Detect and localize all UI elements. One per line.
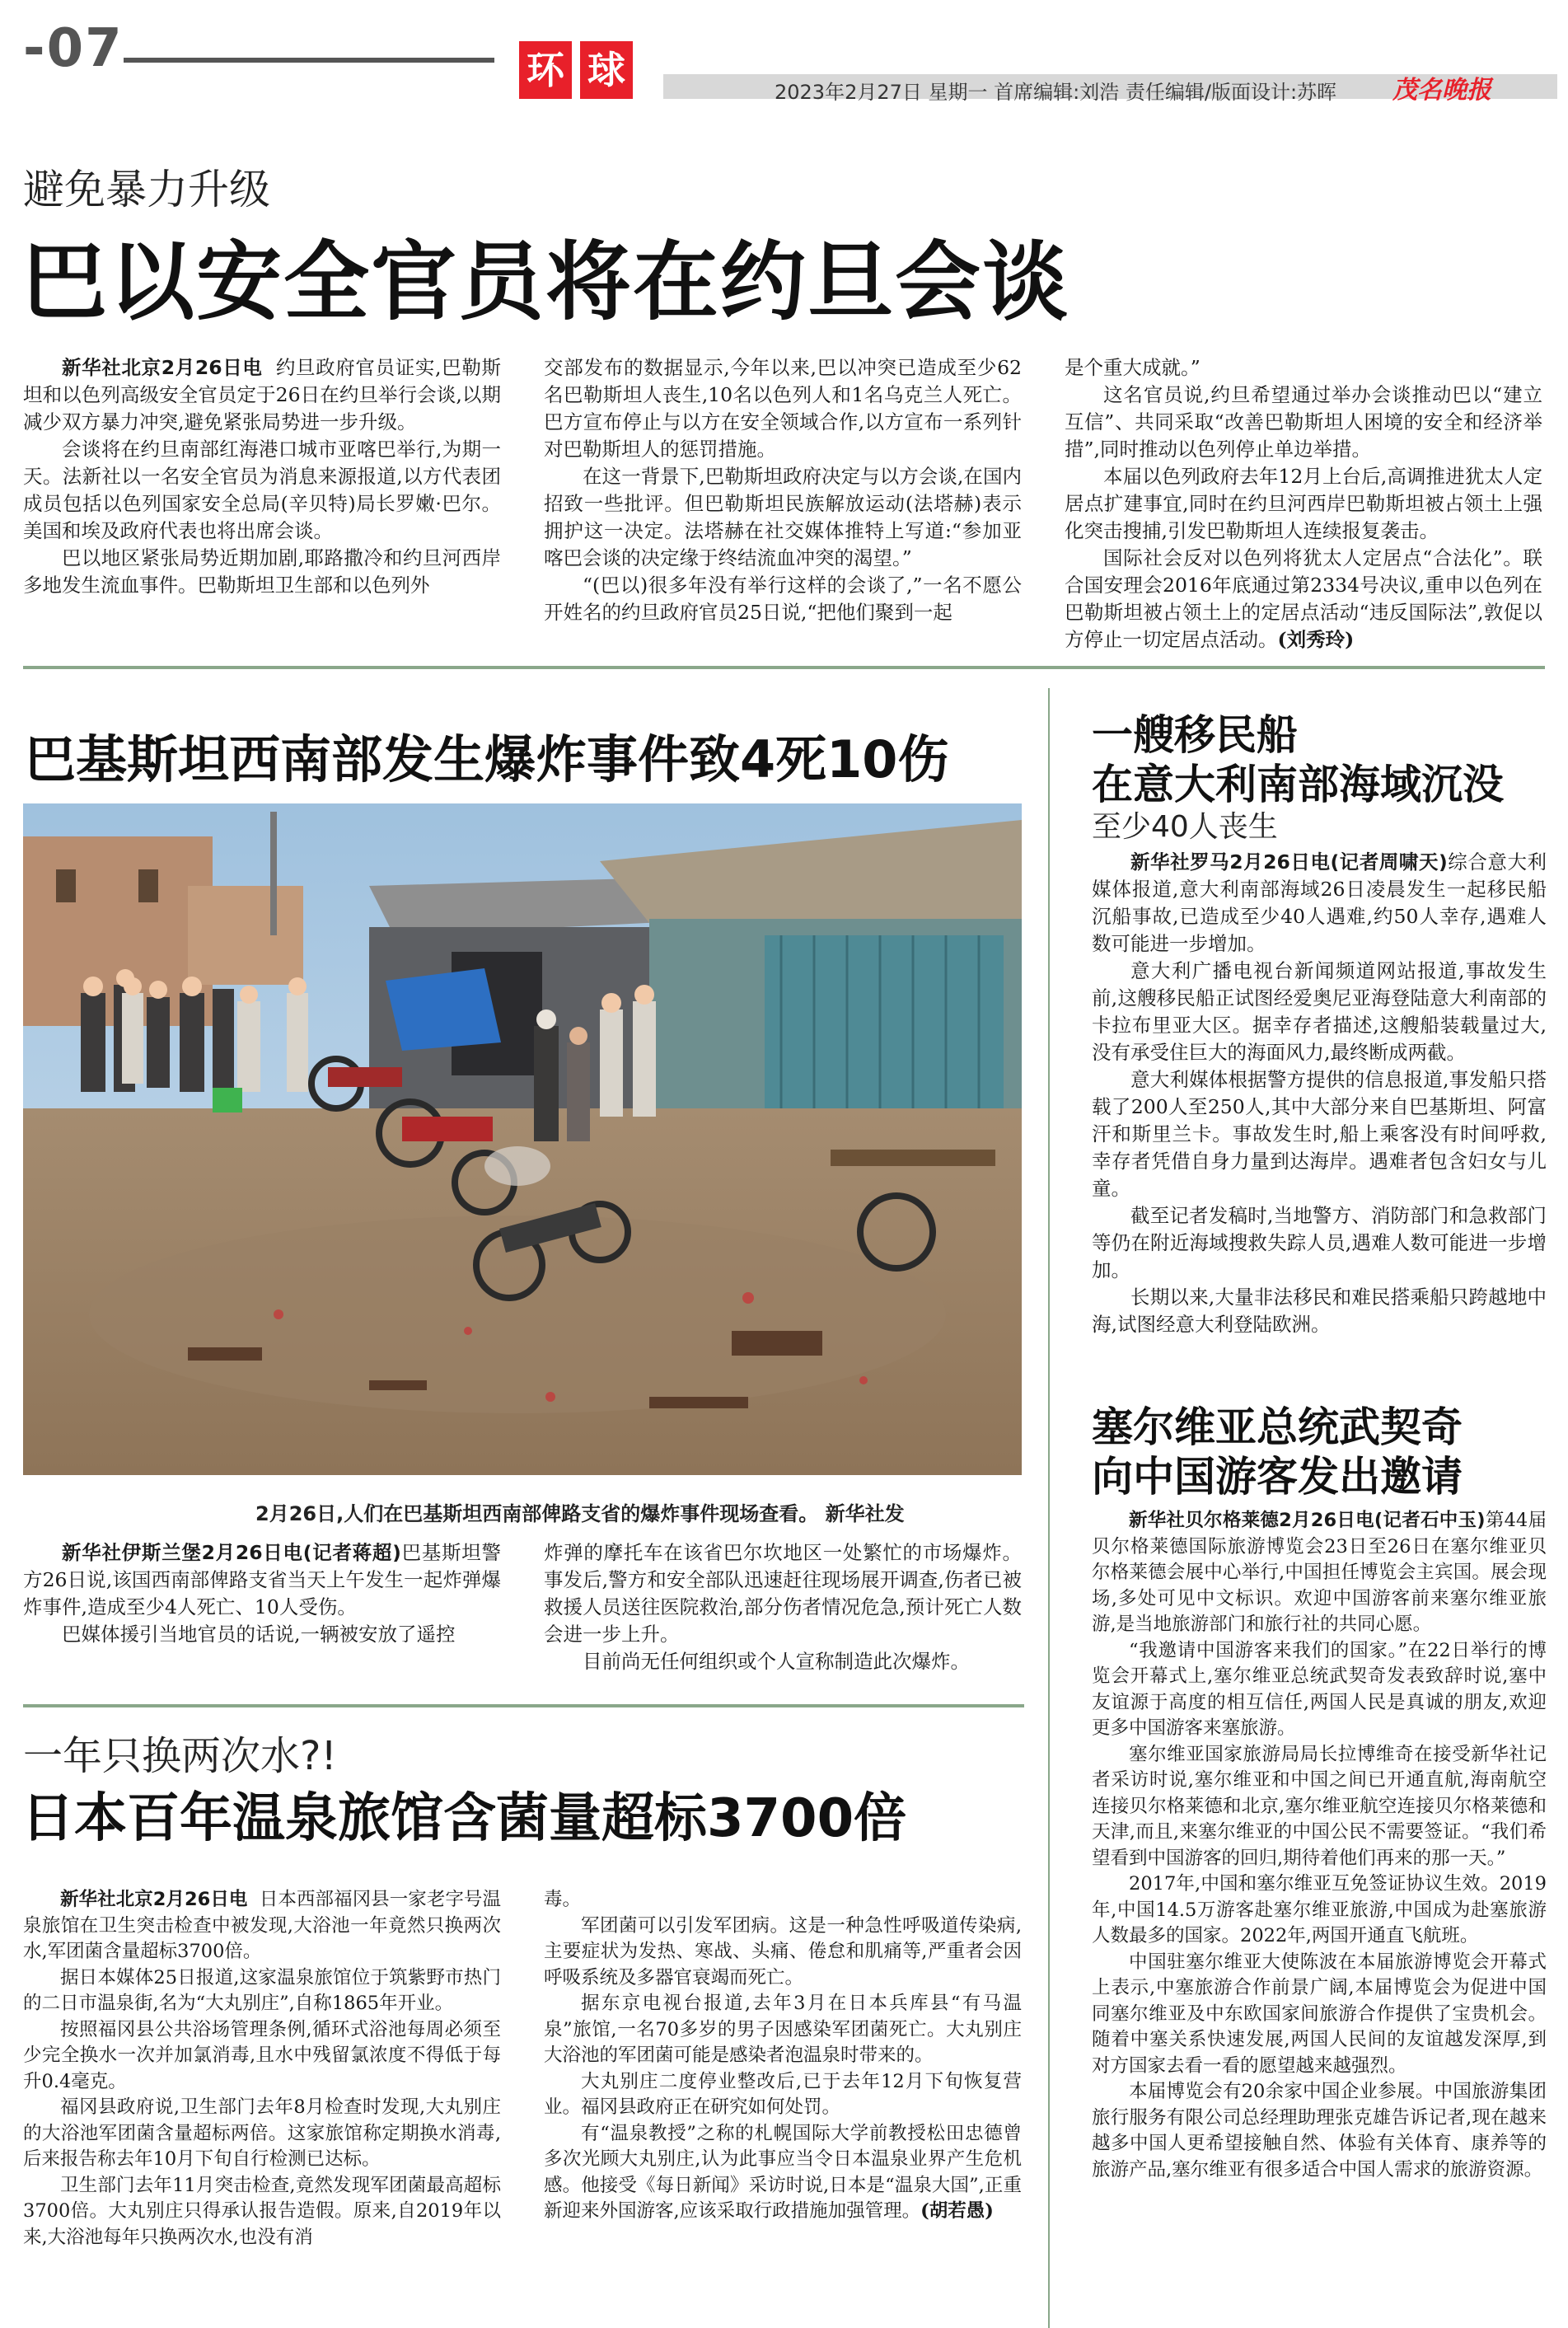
article4-headline-line1: 塞尔维亚总统武契奇 [1092,1403,1463,1451]
article5-kicker: 一年只换两次水?! [23,1733,337,1779]
article5-col2-p1: 毒。 [544,1889,582,1910]
article5-column-1 [23,1887,501,2251]
date-line: 2023年2月27日 星期一 首席编辑:刘浩 责任编辑/版面设计:苏晖 [775,81,1337,104]
article2-col2-p1: 炸弹的摩托车在该省巴尔坎地区一处繁忙的市场爆炸。事发后,警方和安全部队迅速赶往现场展开调查,伤者已被救援人员送往医院救治,部分伤者情况危急,预计死亡人数会进一步上升。 [544,1541,1022,1646]
section-logo [519,33,643,107]
article1-byline: (刘秀玲) [1277,628,1355,651]
article2-dateline: 新华社伊斯兰堡2月26日电(记者蒋超) [62,1541,401,1564]
article1-col1-p1: 约旦政府官员证实,巴勒斯坦和以色列高级安全官员定于26日在约旦举行会谈,以期减少双方暴力冲突,避免紧张局势进一步升级。 [23,356,501,433]
article1-col3-p4: 国际社会反对以色列将犹太人定居点“合法化”。联合国安理会2016年底通过第2334号决议,重申以色列在巴勒斯坦被占领土上的定居点活动“违反国际法”,敦促以方停止一切定居点活动。 [1065,546,1542,651]
article3-p2: 意大利广播电视台新闻频道网站报道,事故发生前,这艘移民船正试图经爱奥尼亚海登陆意大利南部的卡拉布里亚大区。据幸存者描述,这艘船装载量过大,没有承受住巨大的海面风力,最终断成两截。 [1092,959,1547,1064]
article1-col3-p2: 这名官员说,约旦希望通过举办会谈推动巴以“建立互信”、共同采取“改善巴勒斯坦人困境的安全和经济举措”,同时推动以色列停止单边举措。 [1065,383,1542,461]
article4-body [1092,1508,1547,2183]
article5-col1-p4: 福冈县政府说,卫生部门去年8月检查时发现,大丸别庄的大浴池军团菌含量超标两倍。这家旅馆称定期换水消毒,后来报告称去年10月下旬自行检测已达标。 [23,2096,501,2170]
article3-subhead: 至少40人丧生 [1092,810,1278,844]
article3-headline-line2: 在意大利南部海域沉没 [1092,761,1504,808]
article4-p1: 第44届贝尔格莱德国际旅游博览会23日至26日在塞尔维亚贝尔格莱德会展中心举行,中国担任博览会主宾国。展会现场,多处可见中文标识。欢迎中国游客前来塞尔维亚旅游,是当地旅游部门和旅行社的共同心愿。 [1092,1510,1547,1635]
article1-col3-p1: 是个重大成就。” [1065,356,1201,379]
article1-col2-p2: 在这一背景下,巴勒斯坦政府决定与以方会谈,在国内招致一些批评。但巴勒斯坦民族解放运动(法塔赫)表示拥护这一决定。法塔赫在社交媒体推特上写道:“参加亚喀巴会谈的决定缘于终结流血冲突的渴望。” [544,465,1022,569]
article3-p1: 综合意大利媒体报道,意大利南部海域26日凌晨发生一起移民船沉船事故,已造成至少40人遇难,约50人幸存,遇难人数可能进一步增加。 [1092,850,1547,955]
article1-column-2 [544,354,1022,626]
article4-p2: “我邀请中国游客来我们的国家。”在22日举行的博览会开幕式上,塞尔维亚总统武契奇发表致辞时说,塞中友谊源于高度的相互信任,两国人民是真诚的朋友,欢迎更多中国游客来塞旅游。 [1092,1639,1547,1739]
article5-col1-p5: 卫生部门去年11月突击检查,竟然发现军团菌最高超标3700倍。大丸别庄只得承认报告造假。原来,自2019年以来,大浴池每年只换两次水,也没有消 [23,2174,501,2248]
page-number: -07 [23,18,124,79]
article4-headline-line2: 向中国游客发出邀请 [1092,1453,1463,1501]
article1-column-3 [1065,354,1542,653]
article5-col2-p3: 据东京电视台报道,去年3月在日本兵库县“有马温泉”旅馆,一名70多岁的男子因感染军团菌死亡。大丸别庄大浴池的军团菌可能是感染者泡温泉时带来的。 [544,1993,1022,2066]
article5-byline: (胡若愚) [920,2200,994,2222]
article4-p6: 本届博览会有20余家中国企业参展。中国旅游集团旅行服务有限公司总经理助理张克雄告诉记者,现在越来越多中国人更希望接触自然、体验有关体育、康养等的旅游产品,塞尔维亚有很多适合中国人需求的旅游资源。 [1092,2081,1547,2180]
article5-col1-p1: 日本西部福冈县一家老字号温泉旅馆在卫生突击检查中被发现,大浴池一年竟然只换两次水,军团菌含量超标3700倍。 [23,1889,501,1962]
article1-kicker: 避免暴力升级 [23,166,270,213]
section-divider-1 [23,666,1545,669]
article2-col2-p2: 目前尚无任何组织或个人宣称制造此次爆炸。 [583,1650,970,1673]
article5-headline: 日本百年温泉旅馆含菌量超标3700倍 [21,1788,907,1849]
article4-p4: 2017年,中国和塞尔维亚互免签证协议生效。2019年,中国14.5万游客赴塞尔维亚旅游,中国成为赴塞旅游人数最多的国家。2022年,两国开通直飞航班。 [1092,1873,1547,1946]
article2-column-2 [544,1539,1022,1675]
section-char-1: 环 [519,41,572,99]
article5-dateline: 新华社北京2月26日电 [60,1889,248,1910]
article2-column-1 [23,1539,501,1648]
article3-p5: 长期以来,大量非法移民和难民搭乘船只跨越地中海,试图经意大利登陆欧洲。 [1092,1286,1547,1336]
article1-col2-p1: 交部发布的数据显示,今年以来,巴以冲突已造成至少62名巴勒斯坦人丧生,10名以色列人和1名乌克兰人死亡。巴方宣布停止与以方在安全领域合作,以方宣布一系列针对巴勒斯坦人的惩罚措施。 [544,356,1022,461]
article3-p4: 截至记者发稿时,当地警方、消防部门和急救部门等仍在附近海域搜救失踪人员,遇难人数可能进一步增加。 [1092,1204,1547,1281]
article5-col2-p2: 军团菌可以引发军团病。这是一种急性呼吸道传染病,主要症状为发热、寒战、头痛、倦怠和肌痛等,严重者会因呼吸系统及多器官衰竭而死亡。 [544,1914,1022,1988]
article5-column-2 [544,1887,1022,2225]
article4-dateline: 新华社贝尔格莱德2月26日电(记者石中玉) [1129,1510,1486,1531]
column-divider [1048,688,1050,2328]
article4-p3: 塞尔维亚国家旅游局局长拉博维奇在接受新华社记者采访时说,塞尔维亚和中国之间已开通直航,海南航空连接贝尔格莱德和北京,塞尔维亚航空连接贝尔格莱德和天津,而且,来塞尔维亚的中国公民不需要签证。“我们希望看到中国游客的回归,期待着他们再来的那一天。” [1092,1743,1547,1869]
article1-col1-p3: 巴以地区紧张局势近期加剧,耶路撒冷和约旦河西岸多地发生流血事件。巴勒斯坦卫生部和以色列外 [23,546,501,597]
section-divider-2 [23,1704,1024,1707]
article1-col3-p3: 本届以色列政府去年12月上台后,高调推进犹太人定居点扩建事宜,同时在约旦河西岸巴勒斯坦被占领土上强化突击搜捕,引发巴勒斯坦人连续报复袭击。 [1065,465,1542,542]
article3-p3: 意大利媒体根据警方提供的信息报道,事发船只搭载了200人至250人,其中大部分来自巴基斯坦、阿富汗和斯里兰卡。事故发生时,船上乘客没有时间呼救,幸存者凭借自身力量到达海岸。遇难者包含妇女与儿童。 [1092,1068,1547,1200]
article2-col1-p2: 巴媒体援引当地官员的话说,一辆被安放了遥控 [62,1623,456,1646]
header-rule [124,58,494,63]
article1-col1-p2: 会谈将在约旦南部红海港口城市亚喀巴举行,为期一天。法新社以一名安全官员为消息来源报道,以方代表团成员包括以色列国家安全总局(辛贝特)局长罗嫩·巴尔。美国和埃及政府代表也将出席会谈。 [23,438,501,542]
article3-headline-line1: 一艘移民船 [1092,711,1298,759]
article1-dateline: 新华社北京2月26日电 [62,356,263,379]
article3-dateline: 新华社罗马2月26日电(记者周啸天) [1130,850,1448,874]
article2-headline: 巴基斯坦西南部发生爆炸事件致4死10伤 [25,729,949,789]
article1-headline: 巴以安全官员将在约旦会谈 [21,232,1070,332]
article5-col1-p3: 按照福冈县公共浴场管理条例,循环式浴池每周必须至少完全换水一次并加氯消毒,且水中残留氯浓度不得低于每升0.4毫克。 [23,2018,501,2092]
article5-col1-p2: 据日本媒体25日报道,这家温泉旅馆位于筑紫野市热门的二日市温泉街,名为“大丸别庄”,自称1865年开业。 [23,1966,501,2014]
article4-p5: 中国驻塞尔维亚大使陈波在本届旅游博览会开幕式上表示,中塞旅游合作前景广阔,本届博览会为促进中国同塞尔维亚及中东欧国家间旅游合作提供了宝贵机会。随着中塞关系快速发展,两国人民间的友谊越发深厚,到对方国家去看一看的愿望越来越强烈。 [1092,1951,1547,2077]
photo-caption: 2月26日,人们在巴基斯坦西南部俾路支省的爆炸事件现场查看。 新华社发 [255,1502,905,1525]
article2-col1-p1: 巴基斯坦警方26日说,该国西南部俾路支省当天上午发生一起炸弹爆炸事件,造成至少4人死亡、10人受伤。 [23,1541,502,1618]
paper-name: 茂名晚报 [1392,76,1491,105]
article5-col2-p4: 大丸别庄二度停业整改后,已于去年12月下旬恢复营业。福冈县政府正在研究如何处罚。 [544,2070,1022,2118]
explosion-scene-photo [23,803,1022,1475]
article3-body [1092,849,1547,1338]
article5-col2-p5: 有“温泉教授”之称的札幌国际大学前教授松田忠德曾多次光顾大丸别庄,认为此事应当令日本温泉业界产生危机感。他接受《每日新闻》采访时说,日本是“温泉大国”,正重新迎来外国游客,应该采取行政措施加强管理。 [544,2122,1022,2222]
article1-column-1 [23,354,501,599]
section-char-2: 球 [580,41,633,99]
article1-col2-p3: “(巴以)很多年没有举行这样的会谈了,”一名不愿公开姓名的约旦政府官员25日说,“把他们聚到一起 [544,574,1022,624]
